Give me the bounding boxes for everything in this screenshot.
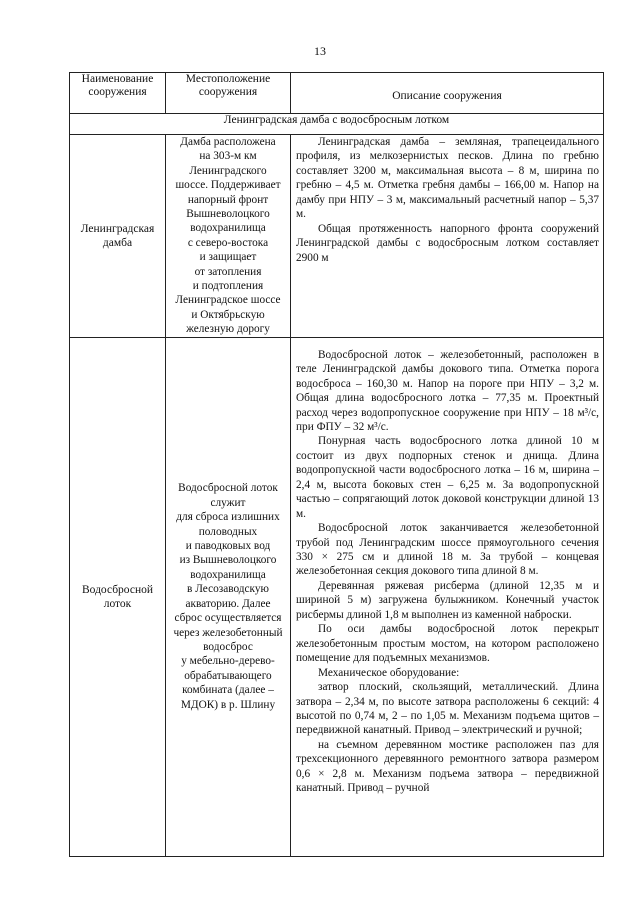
location-line: из Вышневолоцкого <box>179 554 277 567</box>
location-line: на 303-м км <box>199 150 257 163</box>
location-line: половодных <box>198 525 258 538</box>
location-line: служит <box>210 496 246 509</box>
section-title: Ленинградская дамба с водосбросным лотком <box>70 114 604 135</box>
location-line: от затопления <box>194 265 262 278</box>
location-line: и Октябрьскую <box>191 308 265 321</box>
description-paragraph: затвор плоский, скользящий, металлический. Длина затвора – 2,34 м, по высоте затвора расположены 6 секций: 4 высотой по 0,74 м, 2 – по 1,05 м. Механизм подъема щитов – передвижной канатный. Привод – электрический и ручной; <box>296 681 599 737</box>
section-row <box>70 114 604 135</box>
description-paragraph: Деревянная ряжевая рисберма (длиной 12,35 м и шириной 5 м) загружена булыжником. Конечный участок рисбермы длиной 1,8 м выполнен из каменной наброски. <box>296 579 599 621</box>
location-line: акваторию. Далее <box>185 597 271 610</box>
structure-location <box>166 337 291 856</box>
structure-name <box>70 135 166 338</box>
description-paragraph: Водосбросной лоток заканчивается железобетонной трубой под Ленинградским шоссе прямоугольного сечения 330 × 275 см и длиной 18 м. За трубой – концевая железобетонная секция докового типа длиной 8 м. <box>296 522 599 578</box>
header-location-line: сооружения <box>198 86 258 98</box>
header-location-line: Местоположение <box>185 73 271 85</box>
location-line: шоссе. Поддерживает <box>175 179 281 192</box>
location-line: комбината (далее – <box>182 684 274 697</box>
structure-description <box>291 135 604 338</box>
location-line: с северо-востока <box>187 236 269 249</box>
location-line: Дамба расположена <box>180 136 276 148</box>
table-row <box>70 135 604 338</box>
page-number: 13 <box>314 44 326 58</box>
location-line: Ленинградского <box>189 164 267 177</box>
header-name-line: Наименование <box>81 73 154 85</box>
description-paragraph: на съемном деревянном мостике расположен паз для трехсекционного деревянного ремонтного затвора размером 0,6 × 2,8 м. Механизм подъема затвора – передвижной канатный. Привод – ручной <box>296 738 599 795</box>
structures-table <box>69 72 604 857</box>
description-paragraph: Водосбросной лоток – железобетонный, расположен в теле Ленинградской дамбы докового типа. Отметка порога водосброса – 160,30 м. Напор на пороге при НПУ – 3,2 м. Общая длина водосбросного лотка – 77,35 м. Проектный расход через водопропускное сооружение при НПУ – 18 м³/с, при ФПУ – 32 м³/с. <box>296 348 599 433</box>
location-line: через железобетонный <box>173 626 283 639</box>
structure-name-line: дамба <box>102 236 133 249</box>
table-row <box>70 337 604 856</box>
location-line: Водосбросной лоток <box>178 482 278 495</box>
header-description: Описание сооружения <box>291 73 604 114</box>
location-line: водохранилища <box>190 222 266 235</box>
location-line: и защищает <box>199 251 257 264</box>
header-name-line: сооружения <box>88 86 147 98</box>
location-line: для сброса излишних <box>176 511 280 524</box>
location-line: Ленинградское шоссе <box>175 294 281 307</box>
structure-name <box>70 337 166 856</box>
location-line: и паводковых вод <box>185 540 271 553</box>
description-paragraph: По оси дамбы водосбросной лоток перекрыт железобетонным простым мостом, на котором расположено помещение для подъемных механизмов. <box>296 623 599 665</box>
description-paragraph: Общая протяженность напорного фронта сооружений Ленинградской дамбы с водосбросным лотком составляет 2900 м <box>296 222 599 264</box>
location-line: и подтопления <box>192 280 264 293</box>
description-paragraph: Понурная часть водосбросного лотка длиной 10 м состоит из двух подпорных стенок и днища. Длина водопропускной части водосбросного лотка – 16 м, ширина – 2,4 м, высота боковых стен – 6,25 м. За водопропускной частью – сопрягающий лоток доковой конструкции длиной 13 м. <box>296 435 599 520</box>
location-line: у мебельно-дерево- <box>181 655 275 668</box>
header-location <box>166 73 291 114</box>
location-line: водосброс <box>203 640 253 653</box>
table-header-row <box>70 73 604 114</box>
location-line: Вышневолоцкого <box>186 208 270 221</box>
location-line: напорный фронт <box>187 193 269 206</box>
structure-description <box>291 337 604 856</box>
location-line: сброс осуществляется <box>174 612 282 625</box>
structure-name-line: Водосбросной <box>81 583 154 596</box>
structure-name-line: Ленинградская <box>80 222 155 235</box>
structure-location <box>166 135 291 338</box>
header-name <box>70 73 166 114</box>
description-paragraph: Ленинградская дамба – земляная, трапецеидального профиля, из мелкозернистых песков. Длина по гребню составляет 3200 м, максимальная высота – 8 м, ширина по гребню – 4,5 м. Отметка гребня дамбы – 166,00 м. Напор на дамбу при НПУ – 3 м, максимальный расчетный напор – 5,37 м. <box>296 136 599 221</box>
structure-name-line: лоток <box>103 597 132 610</box>
location-line: водохранилища <box>190 568 266 581</box>
location-line: МДОК) в р. Шлину <box>180 698 276 711</box>
location-line: железную дорогу <box>186 323 270 336</box>
description-paragraph: Механическое оборудование: <box>318 666 460 679</box>
location-line: обрабатывающего <box>184 669 272 682</box>
location-line: в Лесозаводскую <box>187 583 269 596</box>
